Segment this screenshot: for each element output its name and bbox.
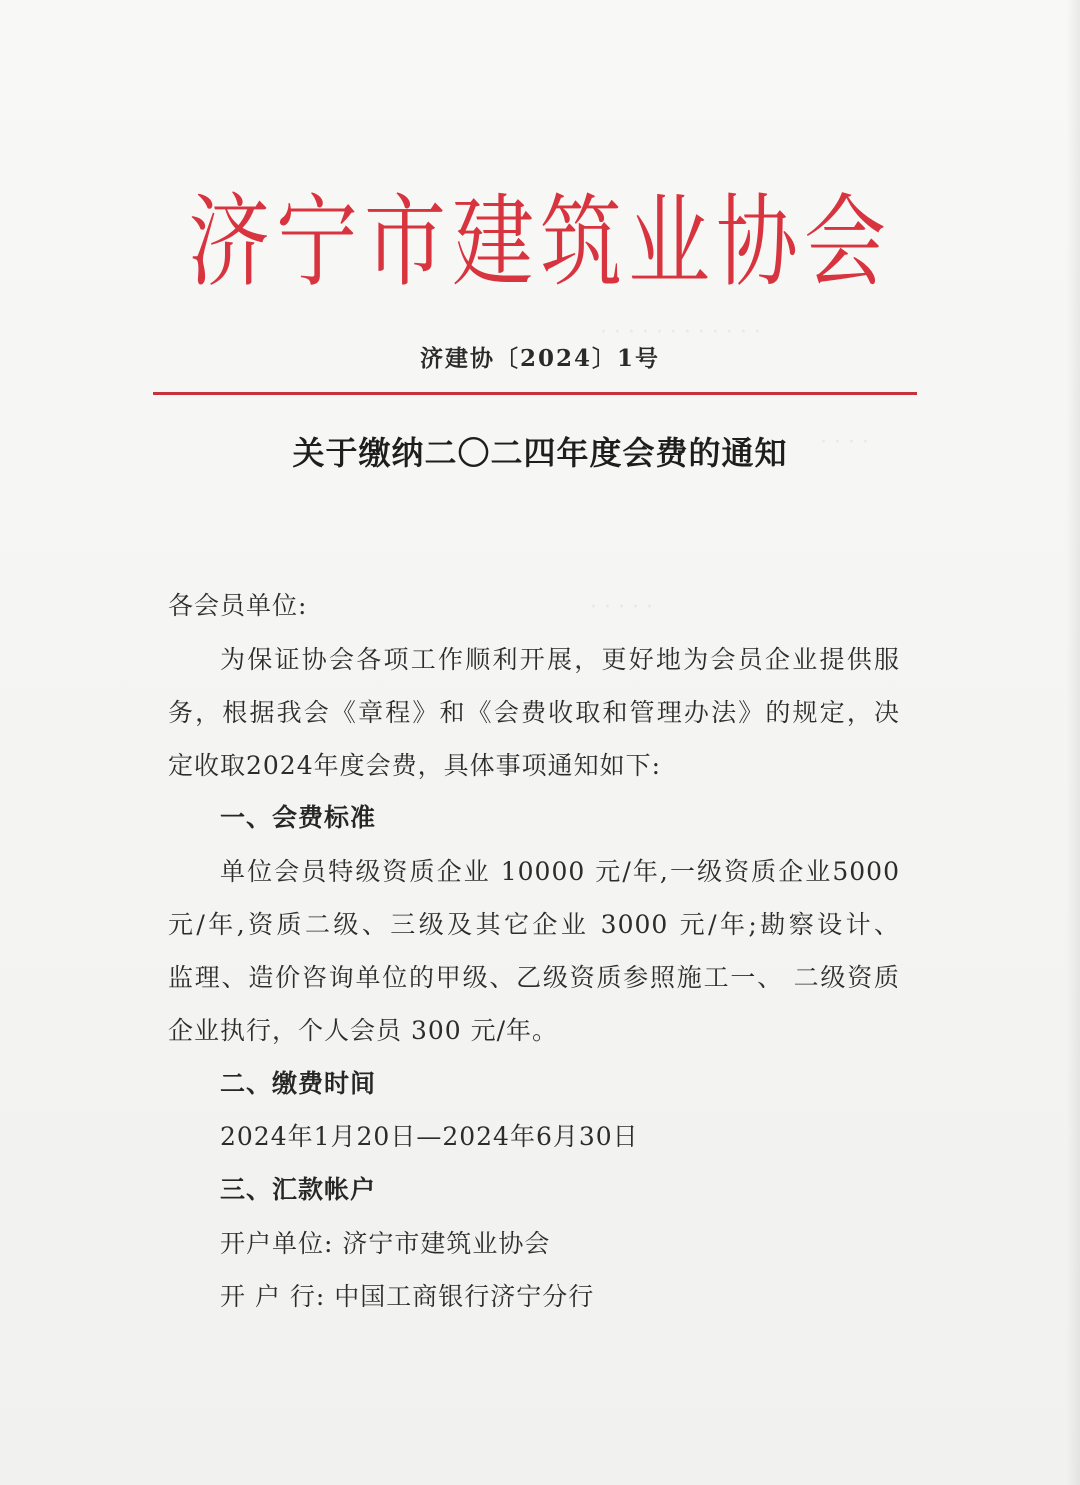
bleed-through-text: · · · ·: [820, 430, 869, 455]
document-number: 济建协〔2024〕1号: [419, 345, 661, 372]
intro-line: 务，根据我会《章程》和《会费收取和管理办法》的规定，决: [168, 698, 900, 727]
account-unit: 开户单位: 济宁市建筑业协会: [220, 1229, 551, 1258]
intro-line: 为保证协会各项工作顺利开展，更好地为会员企业提供服: [220, 645, 900, 674]
salutation: 各会员单位:: [168, 591, 308, 620]
account-bank: 开 户 行: 中国工商银行济宁分行: [220, 1282, 595, 1311]
fee-standard-line: 企业执行，个人会员 300 元/年。: [168, 1016, 559, 1045]
fee-standard-line: 监理、造价咨询单位的甲级、乙级资质参照施工一、 二级资质: [168, 963, 900, 992]
section-heading-payment-time: 二、缴费时间: [220, 1069, 377, 1098]
intro-line: 定收取2024年度会费，具体事项通知如下:: [168, 751, 662, 780]
red-divider-line: [153, 392, 917, 395]
fee-standard-line: 单位会员特级资质企业 10000 元/年,一级资质企业5000: [220, 857, 900, 886]
section-heading-fee-standard: 一、会费标准: [220, 803, 377, 832]
organization-title: 济宁市建筑业协会: [187, 184, 892, 301]
bleed-through-text: · · · · ·: [590, 595, 653, 620]
bleed-through-text: · · · · · · · · · · · ·: [600, 320, 761, 345]
section-heading-remittance-account: 三、汇款帐户: [220, 1175, 377, 1204]
fee-standard-line: 元/年,资质二级、三级及其它企业 3000 元/年;勘察设计、: [168, 910, 900, 939]
notice-title: 关于缴纳二〇二四年度会费的通知: [292, 434, 788, 472]
payment-period: 2024年1月20日—2024年6月30日: [220, 1122, 639, 1151]
